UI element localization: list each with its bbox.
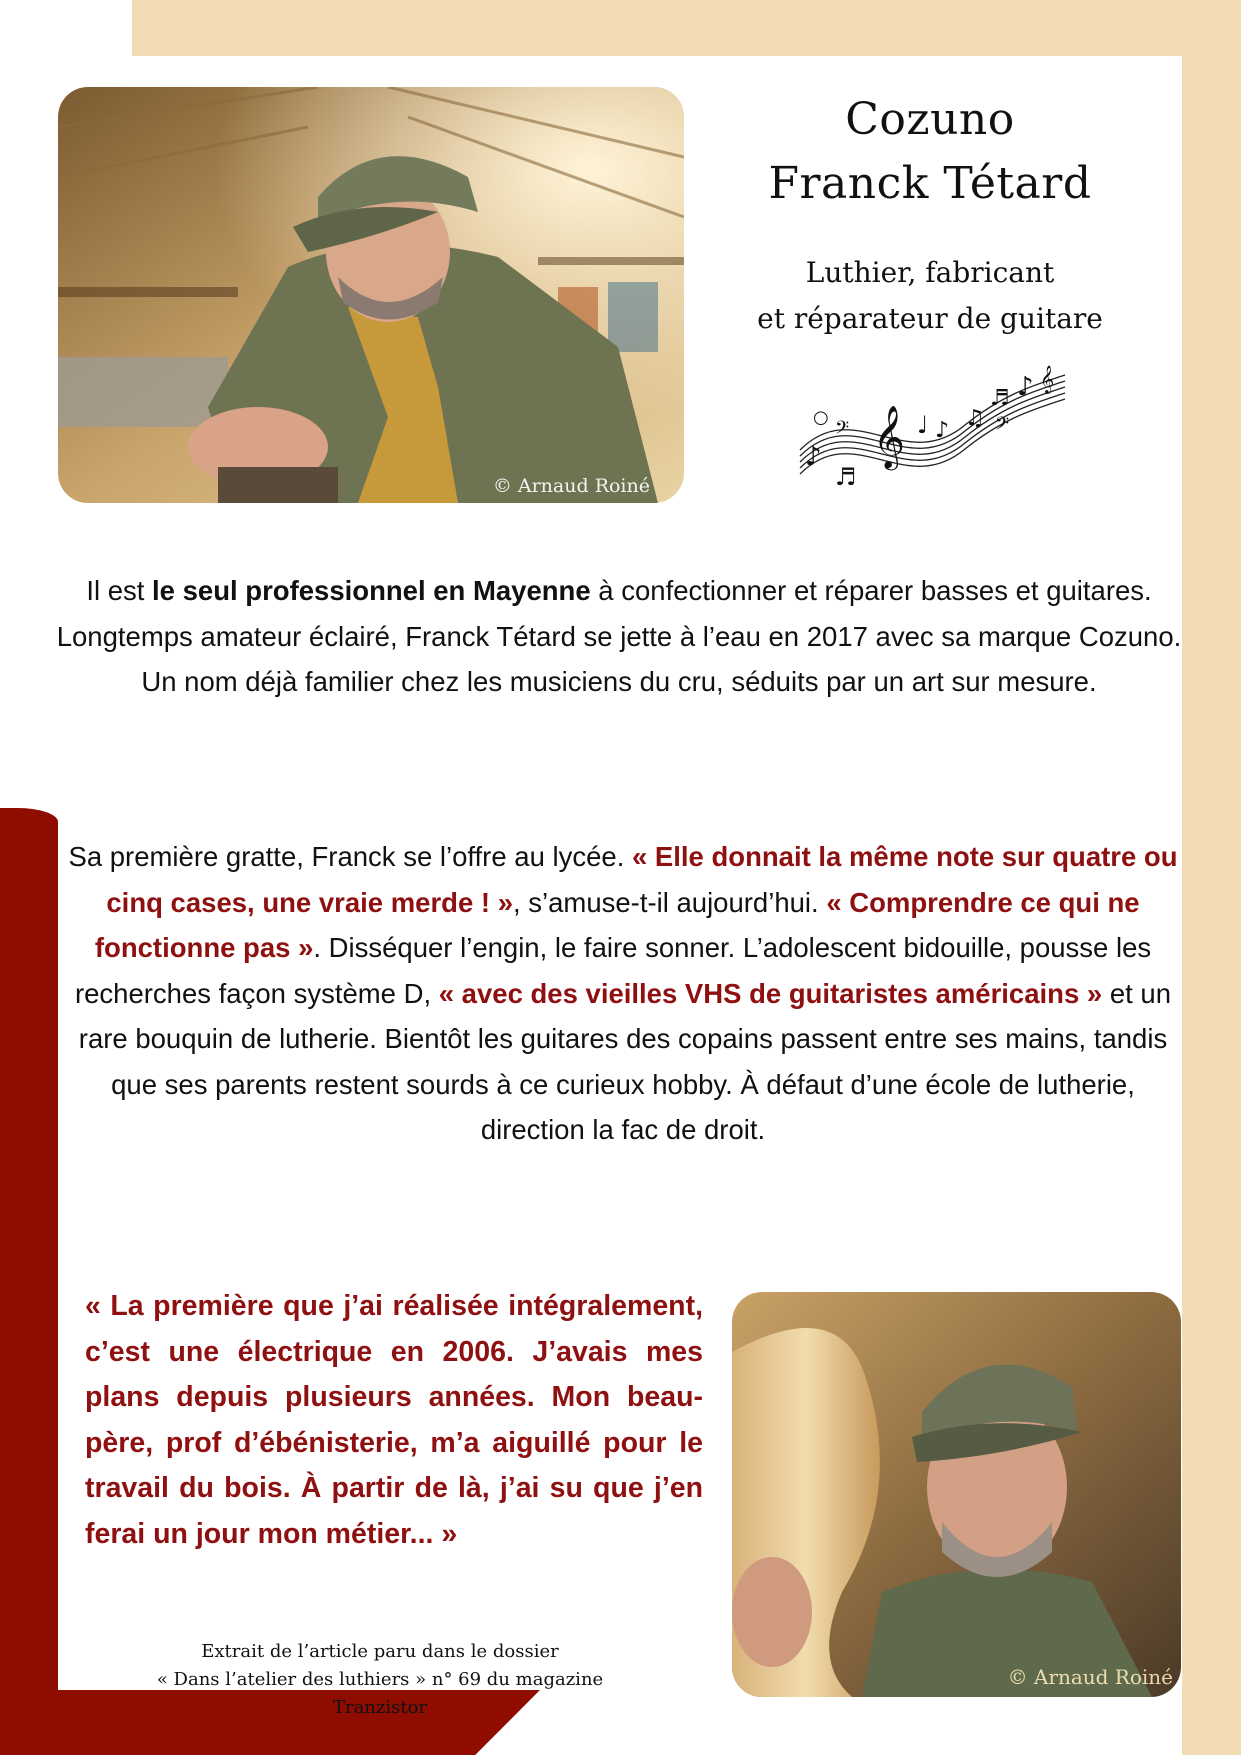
story-quote-1: « Elle donnait la même note sur quatre ou cinq cases, une vraie merde ! »	[106, 841, 1178, 918]
story-text-1: Sa première gratte, Franck se l’offre au lycée.	[68, 841, 632, 872]
svg-text:○: ○	[813, 407, 829, 428]
svg-text:𝄞: 𝄞	[873, 405, 905, 468]
page-title	[695, 88, 1165, 216]
photo-luthier-working	[58, 87, 684, 503]
intro-highlight: le seul professionnel en Mayenne	[152, 575, 591, 606]
story-text-3: . Disséquer l’engin, le faire sonner. L’adolescent bidouille, pousse les recherches façon système D,	[74, 932, 1152, 1009]
music-notes-icon	[795, 355, 1070, 495]
photo-luthier-portrait-image	[732, 1292, 1181, 1697]
subtitle-line-2: et réparateur de guitare	[757, 302, 1103, 335]
svg-text:♪: ♪	[1017, 372, 1034, 402]
story-paragraph	[68, 834, 1178, 1153]
svg-text:♪: ♪	[805, 442, 822, 472]
beige-band-top	[132, 0, 1241, 56]
story-text-2: , s’amuse-t-il aujourd’hui.	[512, 886, 827, 918]
title-person: Franck Tétard	[768, 158, 1092, 209]
intro-text-start: Il est	[86, 575, 153, 606]
story-text-4: et un rare bouquin de lutherie. Bientôt les guitares des copains passent entre ses mains, tandis que ses parents restent sourds à ce curieux hobby. À défaut d’une école de lutherie, direction la fac de droit.	[78, 977, 1171, 1145]
beige-band-right	[1182, 0, 1241, 1755]
svg-text:♩: ♩	[917, 411, 929, 439]
intro-paragraph	[56, 568, 1182, 705]
story-quote-3: « avec des vieilles VHS de guitaristes américains »	[438, 977, 1103, 1009]
svg-text:♬: ♬	[990, 386, 1010, 411]
photo-luthier-portrait	[732, 1292, 1181, 1697]
source-footer	[150, 1638, 610, 1722]
svg-text:♫: ♫	[965, 406, 985, 431]
footer-line-1: Extrait de l’article paru dans le dossier	[201, 1641, 559, 1662]
story-quote-2: « Comprendre ce qui ne fonctionne pas »	[94, 886, 1140, 963]
red-band-left	[0, 808, 58, 1755]
title-brand: Cozuno	[845, 94, 1015, 145]
photo-credit-bottom: © Arnaud Roiné	[1007, 1665, 1173, 1689]
intro-text-end: à confectionner et réparer basses et guitares. Longtemps amateur éclairé, Franck Tétard se jette à l’eau en 2017 avec sa marque Cozuno. Un nom déjà familier chez les musiciens du cru, séduits par un art sur mesure.	[56, 575, 1182, 697]
pull-quote: « La première que j’ai réalisée intégralement, c’est une électrique en 2006. J’avais mes plans depuis plusieurs années. Mon beau-père, prof d’ébénisterie, m’a aiguillé pour le travail du bois. À partir de là, j’ai su que j’en ferai un jour mon métier... »	[85, 1290, 703, 1550]
page-subtitle	[695, 250, 1165, 342]
subtitle-line-1: Luthier, fabricant	[805, 256, 1055, 289]
photo-luthier-working-image	[58, 87, 684, 503]
svg-text:𝄢: 𝄢	[835, 418, 850, 443]
svg-text:♪: ♪	[935, 418, 950, 443]
footer-line-2: « Dans l’atelier des luthiers » n° 69 du magazine Tranzistor	[156, 1669, 604, 1718]
svg-text:𝄢: 𝄢	[995, 414, 1010, 439]
svg-text:𝄞: 𝄞	[1040, 365, 1055, 393]
svg-text:♬: ♬	[835, 463, 857, 491]
photo-credit-top: © Arnaud Roiné	[492, 475, 650, 497]
